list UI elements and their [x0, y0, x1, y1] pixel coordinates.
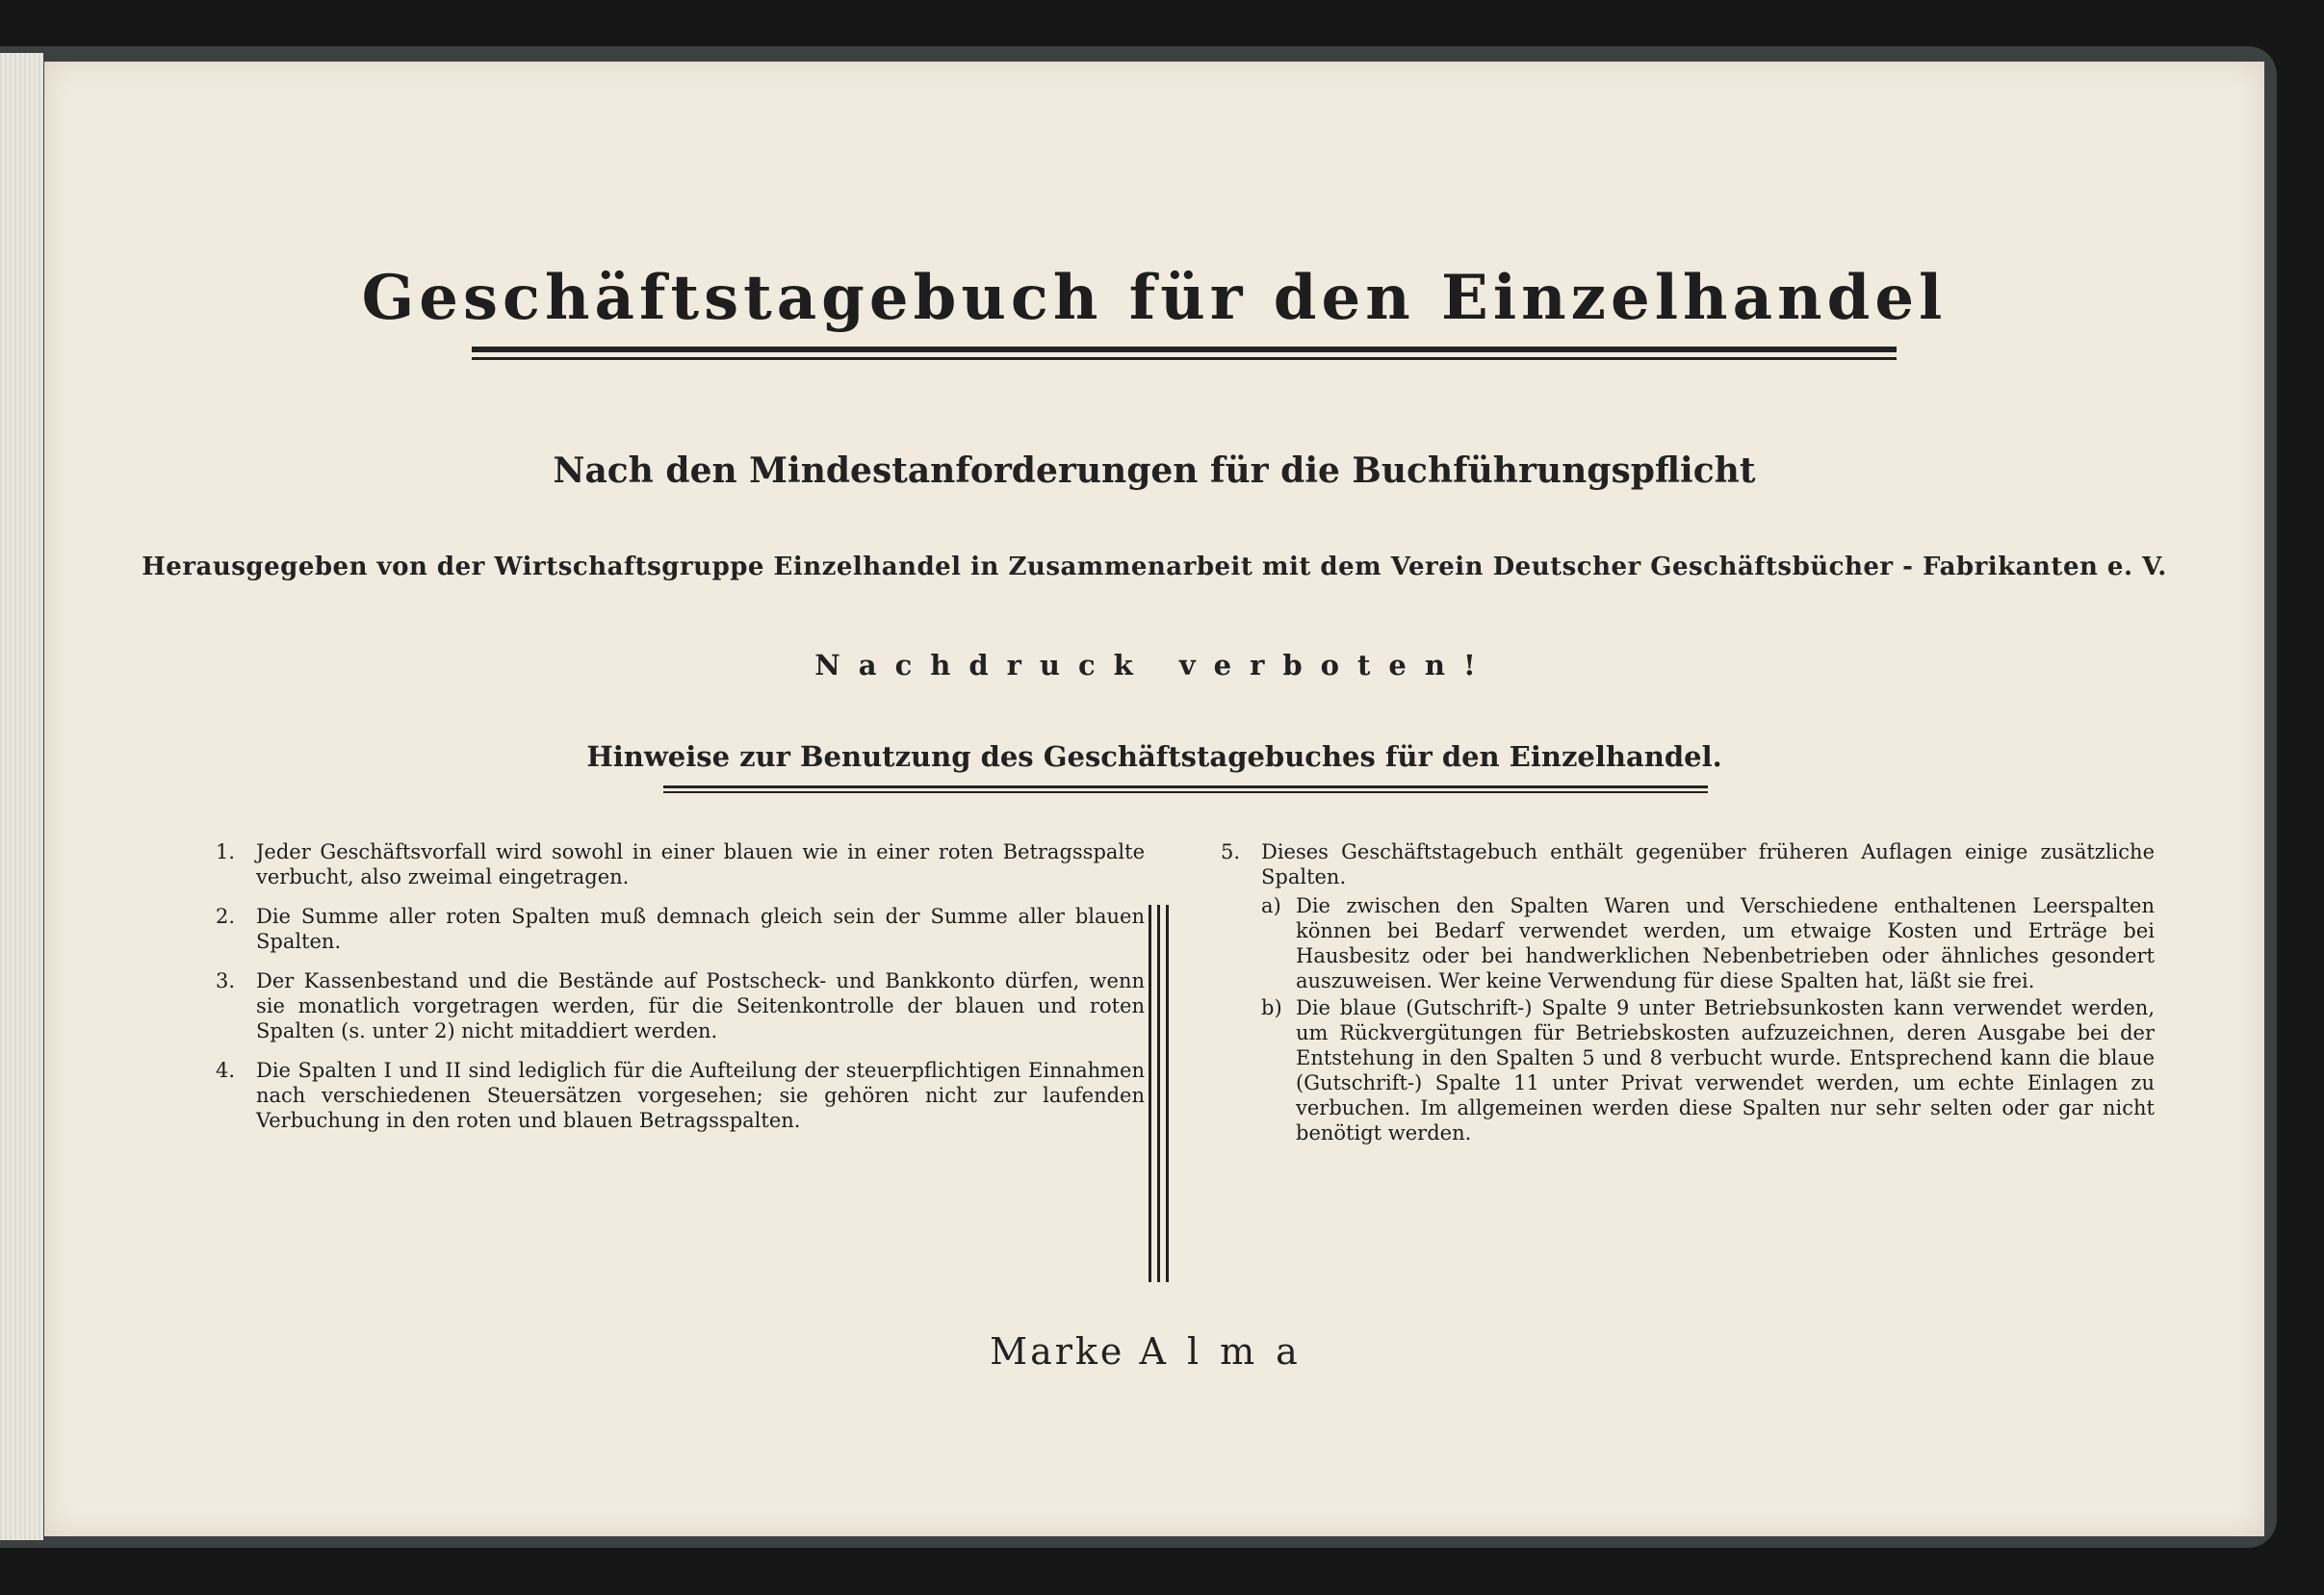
item-number: 2.	[216, 905, 236, 928]
instruction-item	[216, 1058, 1145, 1133]
instruction-subitem	[1261, 893, 2155, 993]
column-divider-line	[1157, 905, 1160, 1282]
subitem-text: Die zwischen den Spalten Waren und Verschiedene enthaltenen Leerspalten können bei Bedarf verwendet werden, um etwaige Kosten und Erträge bei Hausbesitz oder bei handwerklichen Nebenbetrieben oder ähnliches gesondert auszuweisen. Wer keine Verwendung für diese Spalten hat, läßt sie frei.	[1296, 894, 2155, 992]
brand-mark	[44, 1330, 2264, 1373]
column-divider-line	[1166, 905, 1169, 1282]
item-text: Dieses Geschäftstagebuch enthält gegenüber früheren Auflagen einige zusätzliche Spalten.	[1261, 840, 2155, 888]
book-spine	[0, 53, 43, 1540]
publisher-line: Herausgegeben von der Wirtschaftsgruppe Einzelhandel in Zusammenarbeit mit dem Verein Deutscher Geschäftsbücher - Fabrikanten e. V.	[142, 553, 2167, 581]
subitem-letter: b)	[1261, 996, 1282, 1019]
brand-name: Alma	[1139, 1330, 1319, 1373]
instruction-item	[216, 839, 1145, 889]
item-number: 4.	[216, 1059, 236, 1082]
item-text: Die Spalten I und II sind lediglich für die Aufteilung der steuerpflichtigen Einnahmen nach verschiedenen Steuersätzen vorgesehen; sie gehören nicht zur laufenden Verbuchung in den roten und blauen Betragsspalten.	[256, 1059, 1145, 1132]
item-text: Der Kassenbestand und die Bestände auf Postscheck- und Bankkonto dürfen, wenn sie monatlich vorgetragen werden, für die Seitenkontrolle der blauen und roten Spalten (s. unter 2) nicht mitaddiert werden.	[256, 969, 1145, 1042]
subtitle: Nach den Mindestanforderungen für die Buchführungspflicht	[553, 450, 1756, 491]
instructions-left-column	[216, 839, 1145, 1147]
brand-prefix: Marke	[990, 1330, 1125, 1373]
item-number: 1.	[216, 840, 236, 863]
instruction-item	[216, 968, 1145, 1043]
item-number: 5.	[1221, 840, 1241, 863]
heading-underline-thin	[663, 791, 1708, 793]
column-divider-line	[1149, 905, 1151, 1282]
instruction-item	[216, 904, 1145, 954]
page-title: Geschäftstagebuch für den Einzelhandel	[361, 262, 1948, 334]
item-text: Jeder Geschäftsvorfall wird sowohl in einer blauen wie in einer roten Betragsspalte verbucht, also zweimal eingetragen.	[256, 840, 1145, 888]
title-underline-thin	[472, 357, 1897, 360]
instructions-heading: Hinweise zur Benutzung des Geschäftstagebuches für den Einzelhandel.	[586, 740, 1722, 773]
reprint-notice: Nachdruck verboten!	[814, 649, 1494, 682]
instruction-item	[1221, 839, 2155, 889]
instruction-subitem	[1261, 995, 2155, 1145]
subitem-text: Die blaue (Gutschrift-) Spalte 9 unter Betriebsunkosten kann verwendet werden, um Rückvergütungen für Betriebskosten aufzuzeichnen, deren Ausgabe bei der Entstehung in den Spalten 5 und 8 verbucht wurde. Entsprechend kann die blaue (Gutschrift-) Spalte 11 unter Privat verwendet werden, um echte Einlagen zu verbuchen. Im allgemeinen werden diese Spalten nur sehr selten oder gar nicht benötigt werden.	[1296, 996, 2155, 1145]
instructions-right-column	[1221, 839, 2155, 1147]
book-page	[44, 62, 2264, 1536]
heading-underline-thick	[663, 785, 1708, 788]
subitem-letter: a)	[1261, 894, 1281, 917]
item-number: 3.	[216, 969, 236, 992]
title-underline-thick	[472, 347, 1897, 352]
item-text: Die Summe aller roten Spalten muß demnach gleich sein der Summe aller blauen Spalten.	[256, 905, 1145, 953]
